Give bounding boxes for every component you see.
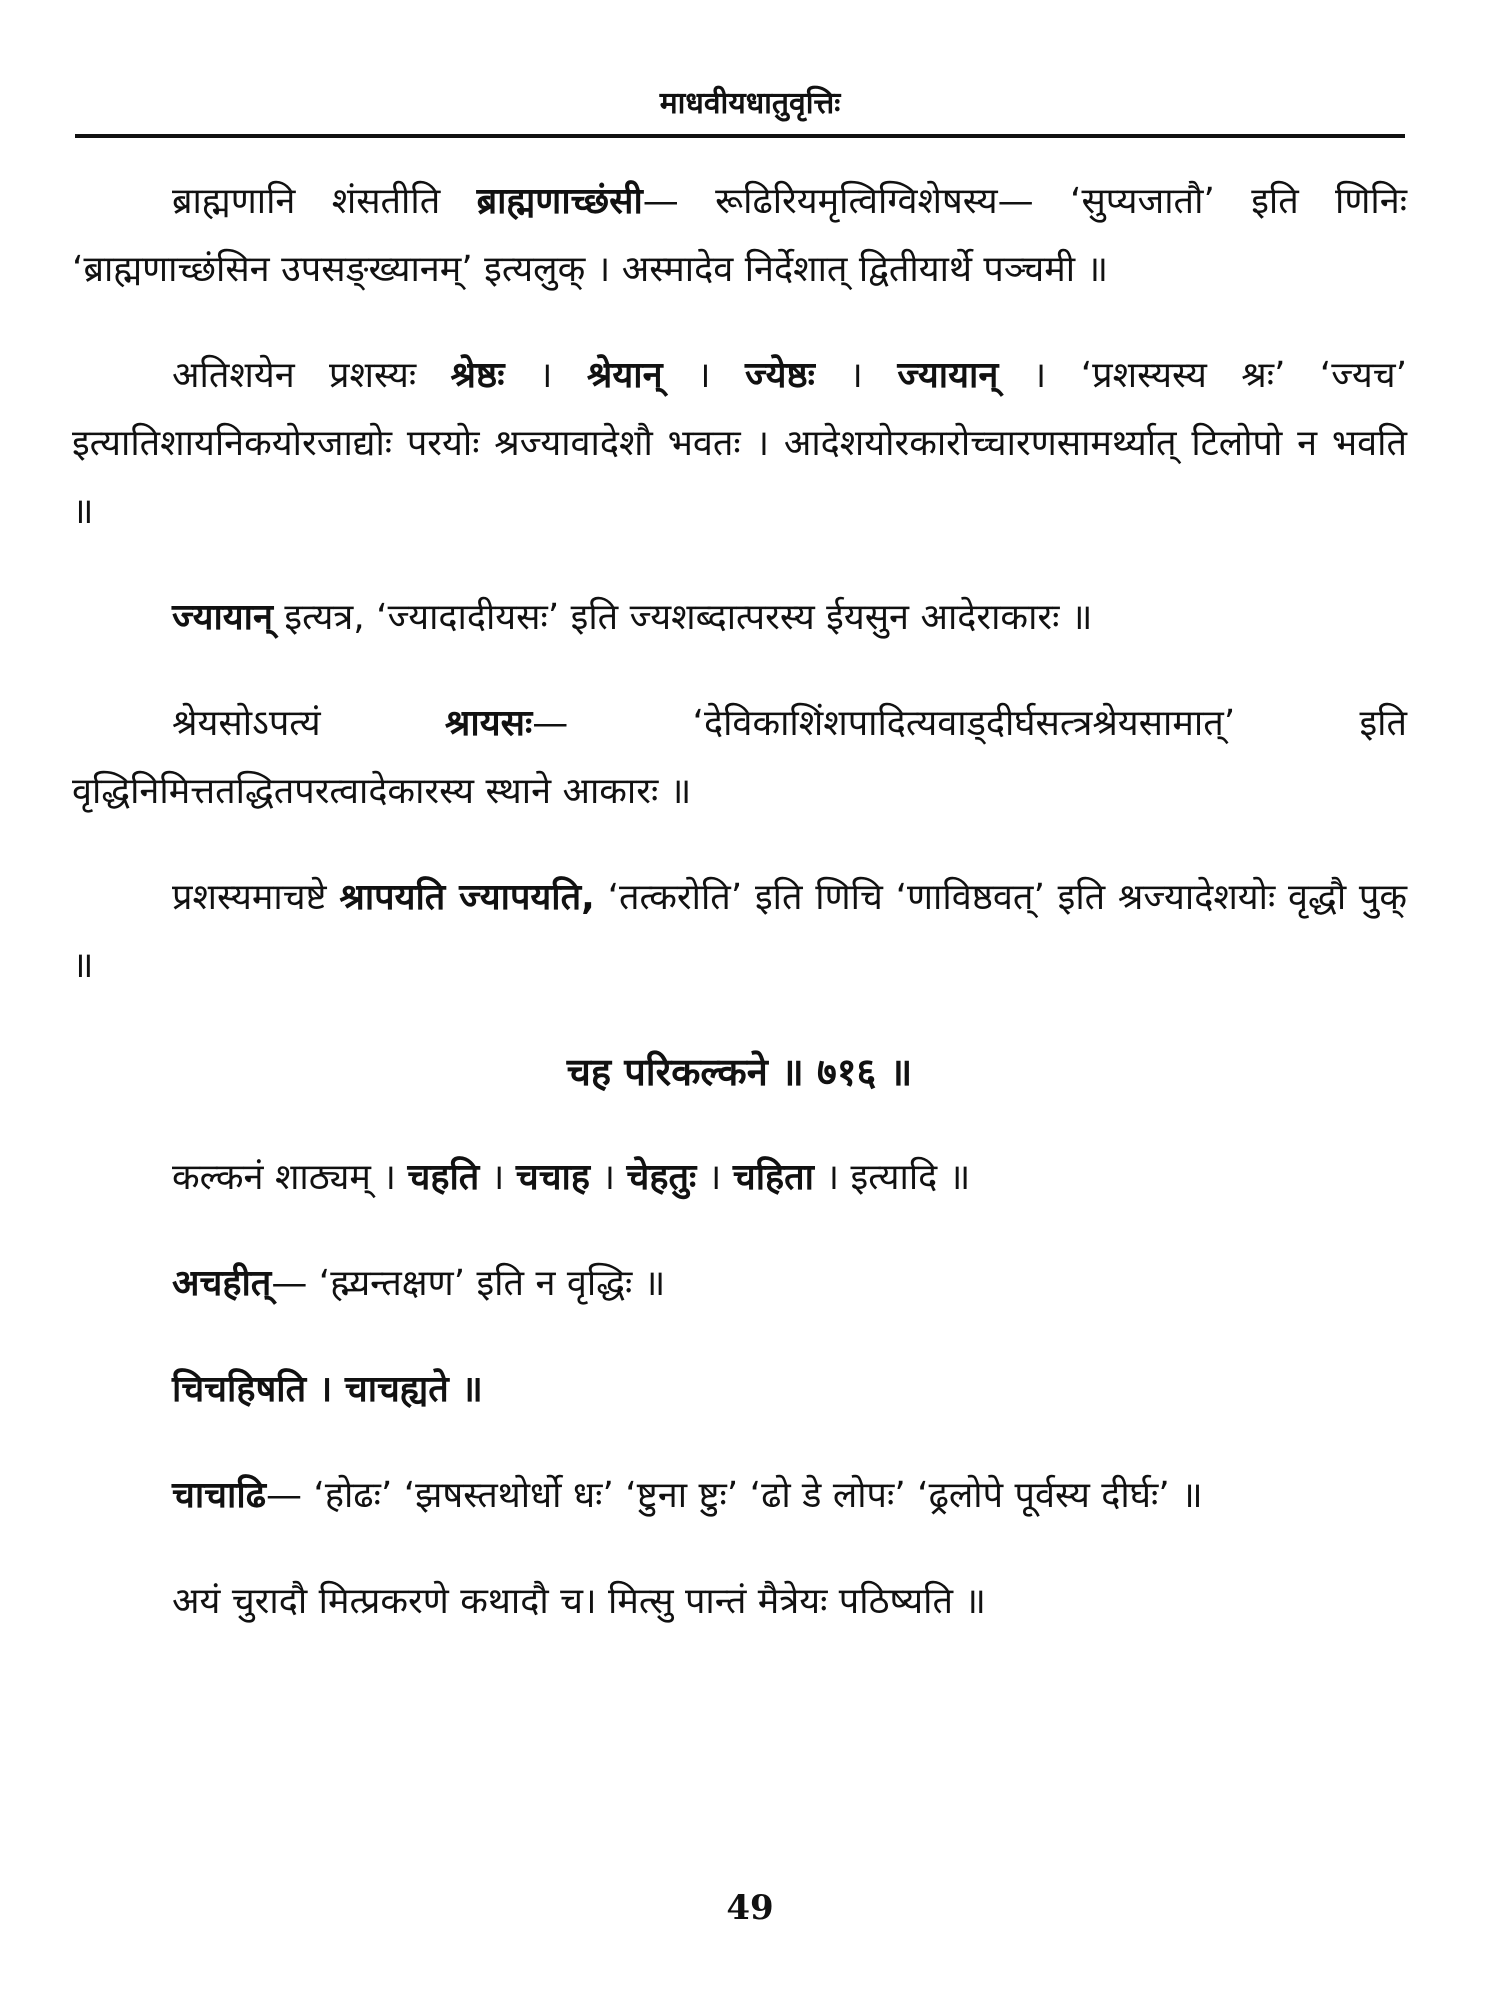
text-run: इत्यत्र, ‘ज्यादादीयसः’ इति ज्यशब्दात्परस्य ईयसुन आदेराकारः ॥	[272, 597, 1093, 638]
text-run: — ‘ह्म्यन्तक्षण’ इति न वृद्धिः ॥	[271, 1263, 666, 1304]
text-run: श्रेयसोऽपत्यं	[172, 703, 445, 744]
section-2	[72, 1144, 1407, 1636]
paragraph	[72, 1462, 1407, 1530]
section-1	[72, 168, 1407, 1000]
bold-term: श्रेष्ठः	[450, 355, 505, 396]
bold-term: ज्येष्ठः	[744, 355, 815, 396]
paragraph	[72, 864, 1407, 1000]
paragraph	[72, 1250, 1407, 1318]
bold-term: चाचाढि	[172, 1475, 266, 1516]
bold-term: ज्यायान्	[897, 355, 999, 396]
text-run: ।	[590, 1157, 627, 1198]
text-run: ।	[814, 355, 898, 396]
bold-term: चहति	[407, 1157, 480, 1198]
text-run: ‘तत्करोति’ इति णिचि ‘णाविष्ठवत्’ इति श्रज्यादेशयोः वृद्धौ पुक् ॥	[72, 877, 1407, 986]
text-run: ।	[504, 355, 587, 396]
header-rule	[75, 134, 1405, 138]
bold-term: चचाह	[515, 1157, 590, 1198]
bold-term: चेहतुः	[626, 1157, 697, 1198]
paragraph	[72, 690, 1407, 826]
running-header: माधवीयधातुवृत्तिः	[659, 86, 841, 121]
text-run: ।	[662, 355, 745, 396]
text-run: — ‘होढः’ ‘झषस्तथोर्धो धः’ ‘ष्टुना ष्टुः’ ‘ढो डे लोपः’ ‘ढ्रलोपे पूर्वस्य दीर्घः’ ॥	[265, 1475, 1203, 1516]
text-run: । इत्यादि ॥	[814, 1157, 971, 1198]
bold-term: श्रापयति ज्यापयति,	[339, 877, 595, 918]
paragraph	[72, 584, 1407, 652]
text-run: — रूढिरियमृत्विग्विशेषस्य— ‘सुप्यजातौ’ इति णिनिः ‘ब्राह्मणाच्छंसिन उपसङ्ख्यानम्’ इत्यलुक् । अस्मादेव निर्देशात् द्वितीयार्थे पञ्चमी ॥	[72, 181, 1407, 290]
text-run: अयं चुरादौ मित्प्रकरणे कथादौ च। मित्सु पान्तं मैत्रेयः पठिष्यति ॥	[172, 1581, 986, 1622]
paragraph	[72, 1356, 1407, 1424]
paragraph	[72, 1568, 1407, 1636]
text-run: अतिशयेन प्रशस्यः	[172, 355, 451, 396]
page-number: 49	[726, 1888, 774, 1928]
paragraph	[72, 1144, 1407, 1212]
bold-term: श्रेयान्	[586, 355, 663, 396]
paragraph	[72, 168, 1407, 304]
text-run: — ‘देविकाशिंशपादित्यवाड्दीर्घसत्त्रश्रेयसामात्’ इति वृद्धिनिमित्ततद्धितपरत्वादेकारस्य स्थाने आकारः ॥	[72, 703, 1407, 812]
bold-term: चहिता	[732, 1157, 814, 1198]
text-run: कल्कनं शाठ्यम् ।	[172, 1157, 408, 1198]
bold-term: श्रायसः	[444, 703, 533, 744]
text-run: ।	[479, 1157, 516, 1198]
body-text	[72, 168, 1407, 1674]
dhatu-heading: चह परिकल्कने ॥ ७१६ ॥	[566, 1050, 913, 1094]
bold-term: ज्यायान्	[172, 597, 273, 638]
bold-term: ब्राह्मणाच्छंसी	[476, 181, 643, 222]
text-run: ।	[696, 1157, 733, 1198]
bold-term: अचहीत्	[172, 1263, 272, 1304]
paragraph	[72, 342, 1407, 546]
text-run: । ‘प्रशस्यस्य श्रः’ ‘ज्यच’ इत्यातिशायनिकयोरजाद्योः परयोः श्रज्यावादेशौ भवतः । आदेशयोरकारोच्चारणसामर्थ्यात् टिलोपो न भवति ॥	[72, 355, 1408, 532]
text-run: ब्राह्मणानि शंसतीति	[172, 181, 477, 222]
text-run: प्रशस्यमाचष्टे	[172, 877, 340, 918]
bold-term: चिचहिषति । चाचह्यते ॥	[172, 1369, 483, 1410]
